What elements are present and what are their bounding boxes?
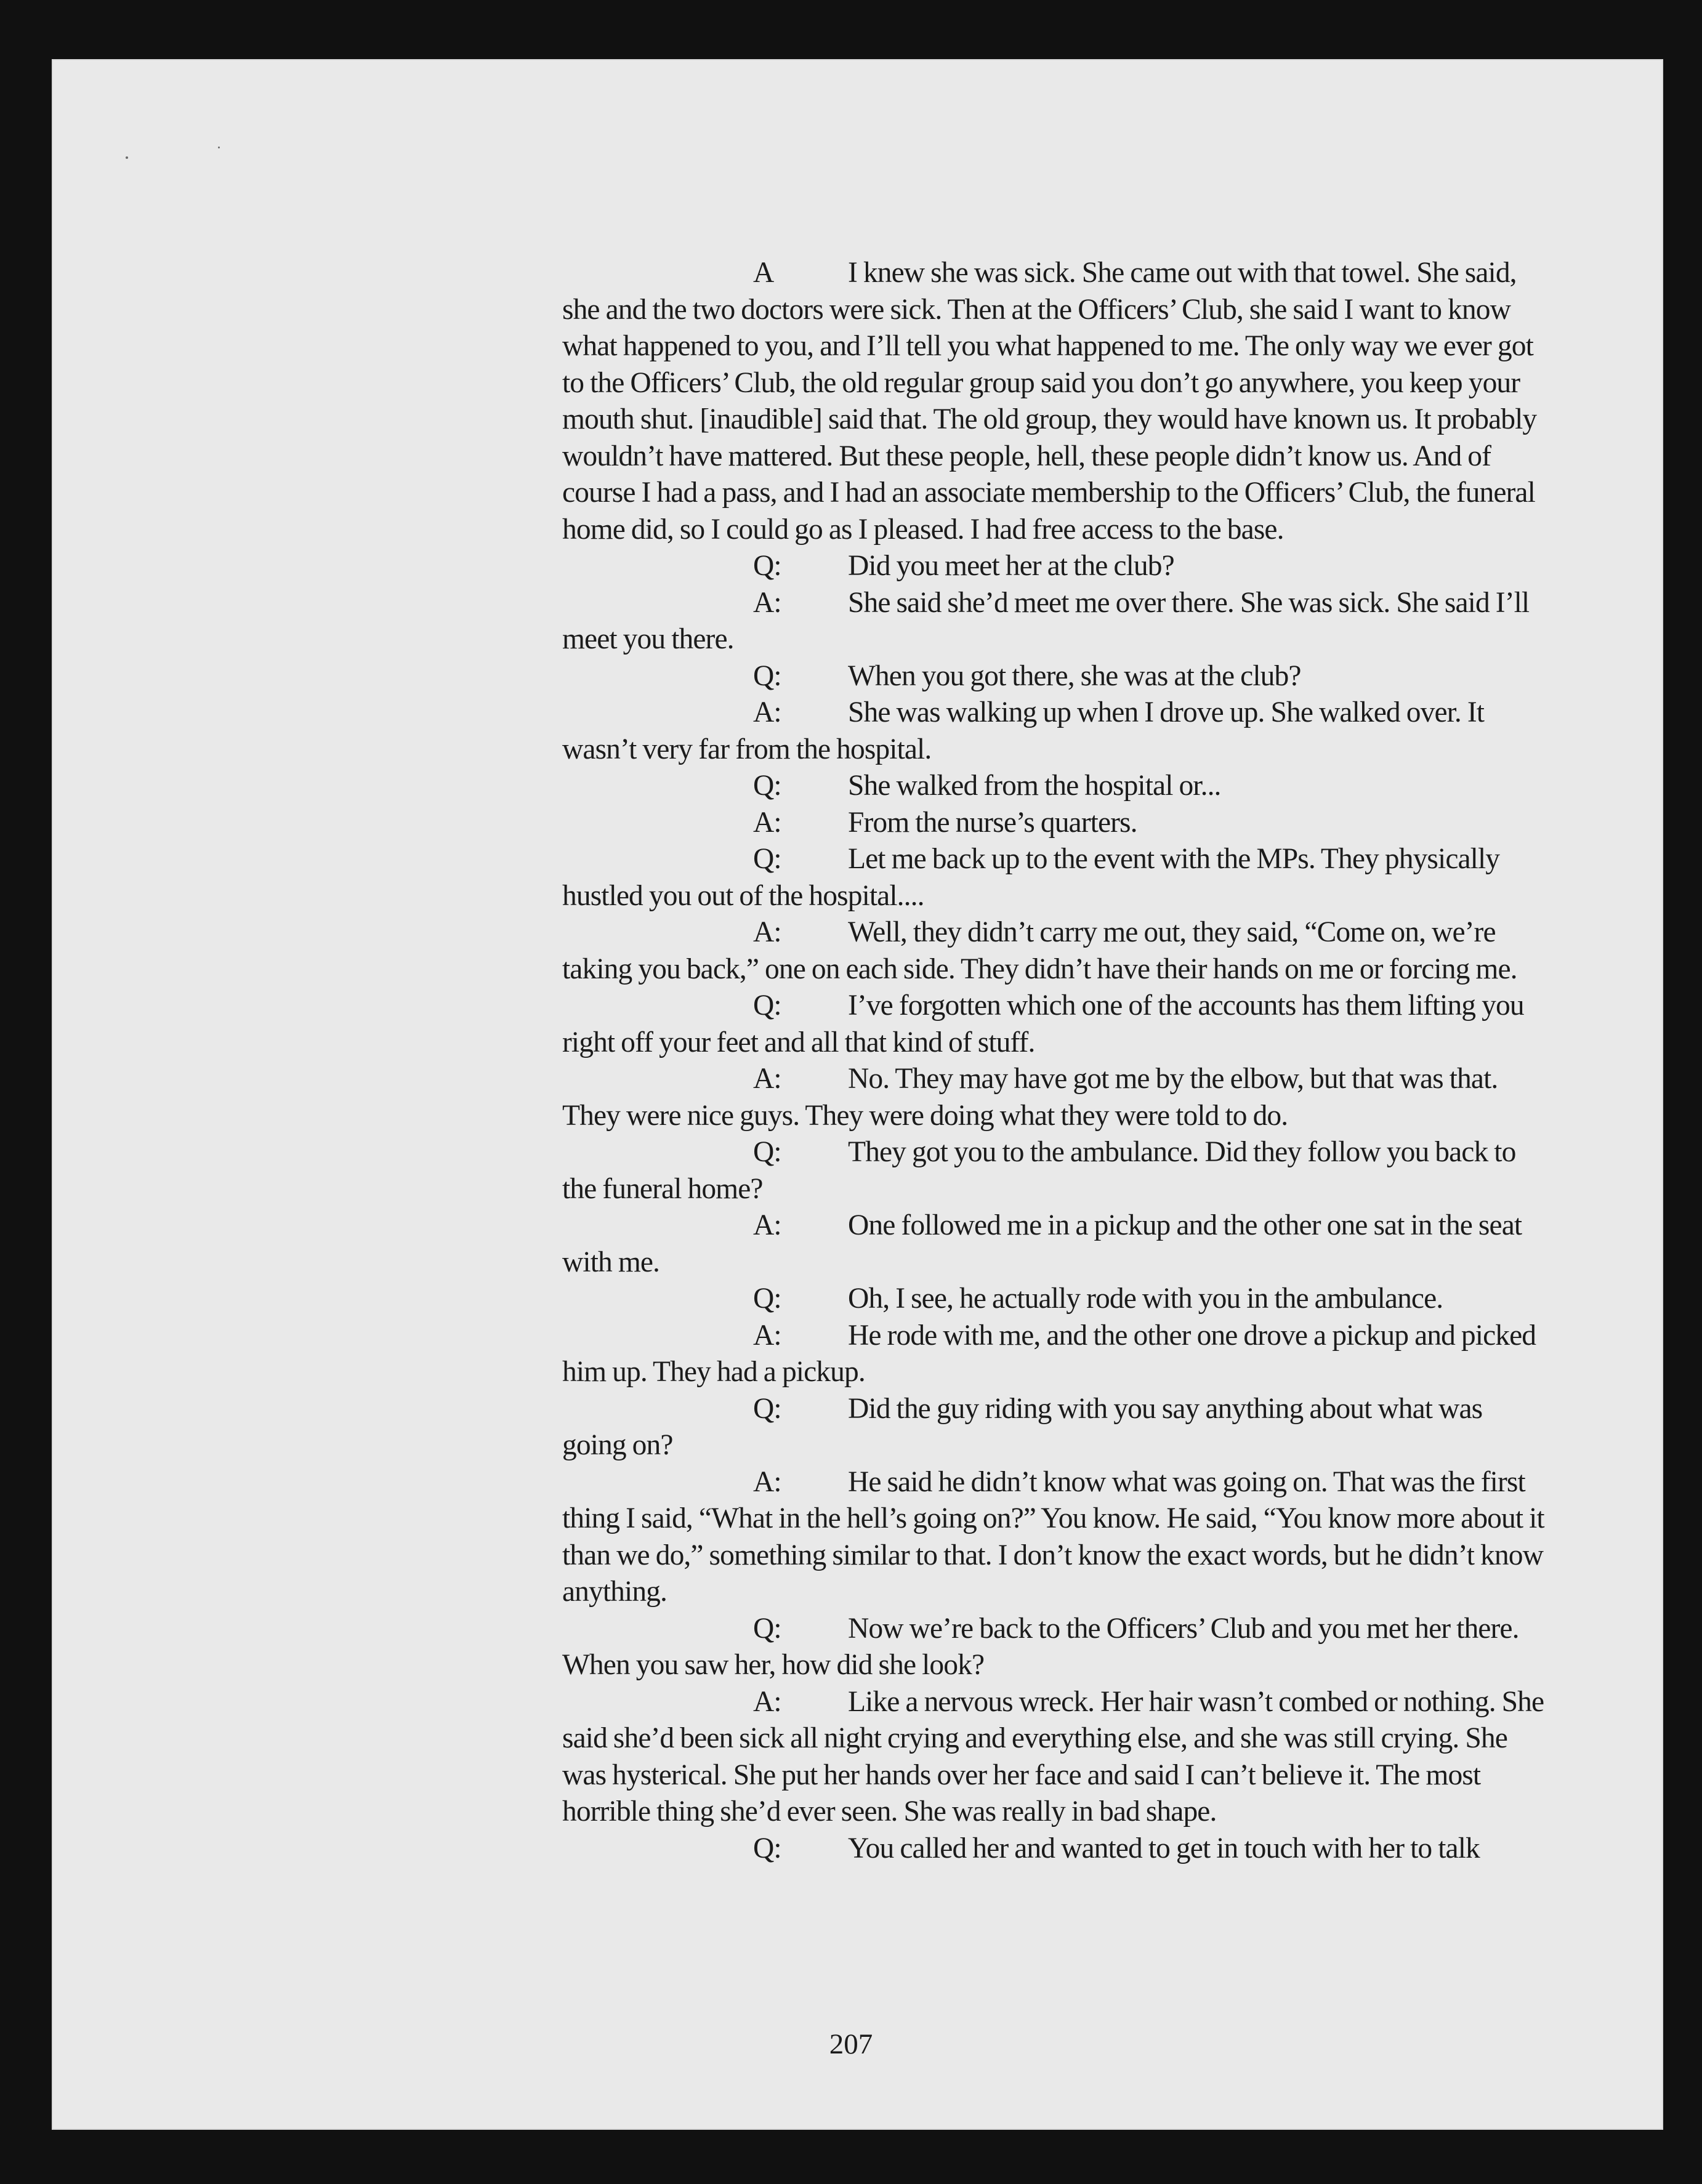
transcript-paragraph (562, 768, 1547, 805)
speaker-label: Q: (753, 1612, 781, 1645)
speaker-label: A (753, 257, 774, 289)
scan-speck (218, 147, 220, 148)
speaker-label: Q: (753, 550, 781, 582)
transcript-paragraph (562, 1061, 1547, 1134)
transcript-paragraph (562, 1134, 1547, 1207)
paragraph-text: She walked from the hospital or... (848, 770, 1221, 802)
paragraph-text: When you got there, she was at the club? (848, 659, 1301, 692)
transcript-body (562, 255, 1547, 1867)
speaker-label: A: (753, 1465, 781, 1498)
transcript-paragraph (562, 585, 1547, 658)
paragraph-text: I knew she was sick. She came out with that towel. She said, she and the two doctors were sick. Then at the Officers’ Club, she said I want to know what happened to you, and I’ll tell you what happened to me. The only way we ever got to the Officers’ Club, the old regular group said you don’t go anywhere, you keep your mouth shut. [inaudible] said that. The old group, they would have known us. It probably wouldn’t have mattered. But these people, hell, these people didn’t know us. And of course I had a pass, and I had an associate membership to the Officers’ Club, the funeral home did, so I could go as I pleased. I had free access to the base. (562, 257, 1537, 546)
speaker-label: Q: (753, 989, 781, 1021)
speaker-label: A: (753, 696, 781, 728)
speaker-label: Q: (753, 1136, 781, 1168)
paragraph-text: I’ve forgotten which one of the accounts has them lifting you right off your feet and all that kind of stuff. (562, 989, 1524, 1058)
paragraph-text: Well, they didn’t carry me out, they said, “Come on, we’re taking you back,” one on each side. They didn’t have their hands on me or forcing me. (562, 916, 1517, 985)
speaker-label: A: (753, 1209, 781, 1241)
speaker-label: Q: (753, 1283, 781, 1315)
transcript-paragraph (562, 988, 1547, 1061)
paragraph-text: One followed me in a pickup and the other one sat in the seat with me. (562, 1209, 1522, 1278)
speaker-label: Q: (753, 1832, 781, 1864)
speaker-label: Q: (753, 843, 781, 875)
speaker-label: Q: (753, 659, 781, 692)
speaker-label: A: (753, 916, 781, 948)
transcript-paragraph (562, 914, 1547, 988)
paragraph-text: Now we’re back to the Officers’ Club and you met her there. When you saw her, how did she look? (562, 1612, 1519, 1681)
transcript-paragraph (562, 805, 1547, 842)
transcript-paragraph (562, 1318, 1547, 1391)
paragraph-text: From the nurse’s quarters. (848, 806, 1137, 839)
transcript-paragraph (562, 1831, 1547, 1868)
transcript-paragraph (562, 1611, 1547, 1684)
paragraph-text: She said she’d meet me over there. She was sick. She said I’ll meet you there. (562, 586, 1530, 655)
transcript-paragraph (562, 1281, 1547, 1318)
paragraph-text: Let me back up to the event with the MPs. They physically hustled you out of the hospital.... (562, 843, 1500, 912)
speaker-label: A: (753, 806, 781, 839)
paragraph-text: Did you meet her at the club? (848, 550, 1174, 582)
paragraph-text: They got you to the ambulance. Did they follow you back to the funeral home? (562, 1136, 1516, 1205)
transcript-paragraph (562, 255, 1547, 548)
scan-speck (126, 156, 128, 159)
speaker-label: A: (753, 1063, 781, 1095)
speaker-label: Q: (753, 770, 781, 802)
paragraph-text: She was walking up when I drove up. She walked over. It wasn’t very far from the hospital. (562, 696, 1485, 765)
transcript-paragraph (562, 841, 1547, 914)
paragraph-text: Oh, I see, he actually rode with you in the ambulance. (848, 1283, 1443, 1315)
speaker-label: Q: (753, 1392, 781, 1425)
paragraph-text: He said he didn’t know what was going on. That was the first thing I said, “What in the hell’s going on?” You know. He said, “You know more about it than we do,” something similar to that. I don’t know the exact words, but he didn’t know anything. (562, 1465, 1544, 1608)
paragraph-text: You called her and wanted to get in touch with her to talk (848, 1832, 1480, 1864)
transcript-paragraph (562, 695, 1547, 768)
paragraph-text: He rode with me, and the other one drove a pickup and picked him up. They had a pickup. (562, 1319, 1536, 1388)
speaker-label: A: (753, 1685, 781, 1718)
page-number: 207 (829, 2028, 873, 2060)
transcript-paragraph (562, 1207, 1547, 1281)
paragraph-text: No. They may have got me by the elbow, but that was that. They were nice guys. They were doing what they were told to do. (562, 1063, 1498, 1132)
transcript-paragraph (562, 1684, 1547, 1831)
paragraph-text: Did the guy riding with you say anything about what was going on? (562, 1392, 1483, 1461)
transcript-paragraph (562, 1391, 1547, 1464)
paragraph-text: Like a nervous wreck. Her hair wasn’t combed or nothing. She said she’d been sick all night crying and everything else, and she was still crying. She was hysterical. She put her hands over her face and said I can’t believe it. The most horrible thing she’d ever seen. She was really in bad shape. (562, 1685, 1544, 1827)
transcript-paragraph (562, 658, 1547, 695)
transcript-paragraph (562, 548, 1547, 585)
speaker-label: A: (753, 1319, 781, 1352)
speaker-label: A: (753, 586, 781, 619)
transcript-paragraph (562, 1464, 1547, 1611)
